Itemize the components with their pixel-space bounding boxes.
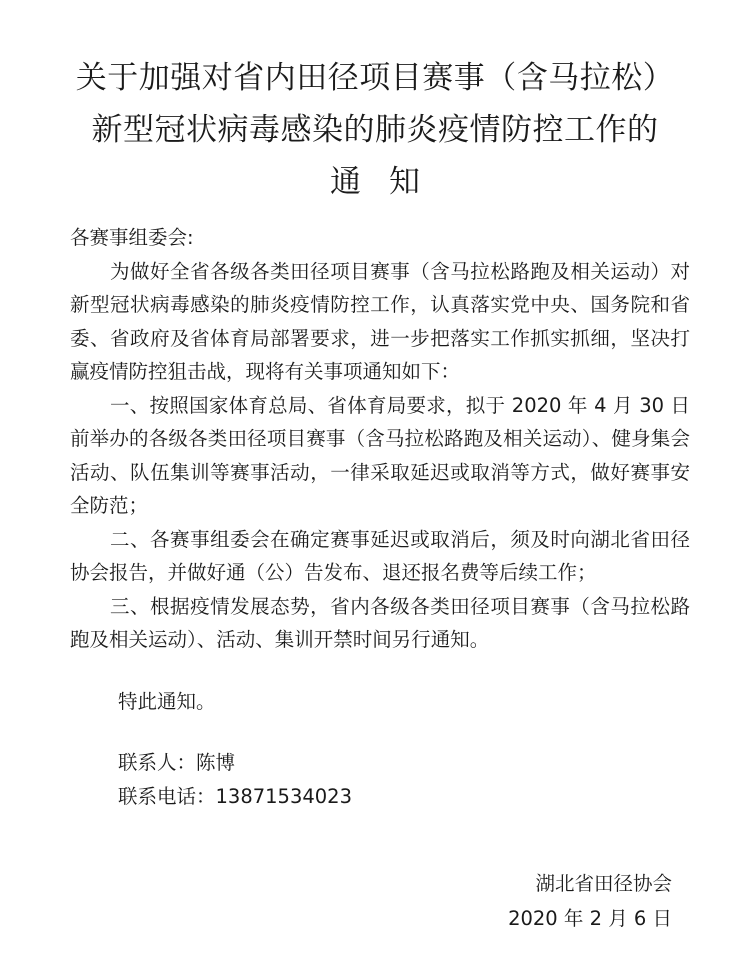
signature-org: 湖北省田径协会 — [535, 872, 672, 895]
title-line-3: 通知 — [330, 164, 448, 200]
salutation: 各赛事组委会: — [70, 226, 194, 249]
signature — [508, 866, 672, 936]
intro-paragraph: 为做好全省各级各类田径项目赛事（含马拉松路跑及相关运动）对新型冠状病毒感染的肺炎疫情防控工作，认真落实党中央、国务院和省委、省政府及省体育局部署要求，进一步把落实工作抓实抓细，坚决打赢疫情防控狙击战，现将有关事项通知如下： — [70, 259, 690, 383]
spacer — [70, 657, 690, 685]
signature-date: 2020 年 2 月 6 日 — [508, 907, 672, 930]
item-1: 一、按照国家体育总局、省体育局要求，拟于 2020 年 4 月 30 日前举办的各级各类田径项目赛事（含马拉松路跑及相关运动）、健身集会活动、队伍集训等赛事活动，一律采取延迟或取消等方式，做好赛事安全防范； — [70, 393, 690, 517]
title-line-1: 关于加强对省内田径项目赛事（含马拉松） — [75, 60, 675, 96]
contact-phone: 联系电话：13871534023 — [118, 784, 352, 808]
item-3: 三、根据疫情发展态势，省内各级各类田径项目赛事（含马拉松路跑及相关运动）、活动、集训开禁时间另行通知。 — [70, 594, 690, 651]
notice-body — [70, 221, 690, 813]
closing-text: 特此通知。 — [118, 689, 216, 713]
item-2: 二、各赛事组委会在确定赛事延迟或取消后，须及时向湖北省田径协会报告，并做好通（公）告发布、退还报名费等后续工作； — [70, 527, 690, 584]
title-line-2: 新型冠状病毒感染的肺炎疫情防控工作的 — [91, 112, 659, 148]
spacer — [70, 718, 690, 746]
notice-title — [0, 52, 750, 208]
contact-person: 联系人：陈博 — [118, 751, 236, 774]
